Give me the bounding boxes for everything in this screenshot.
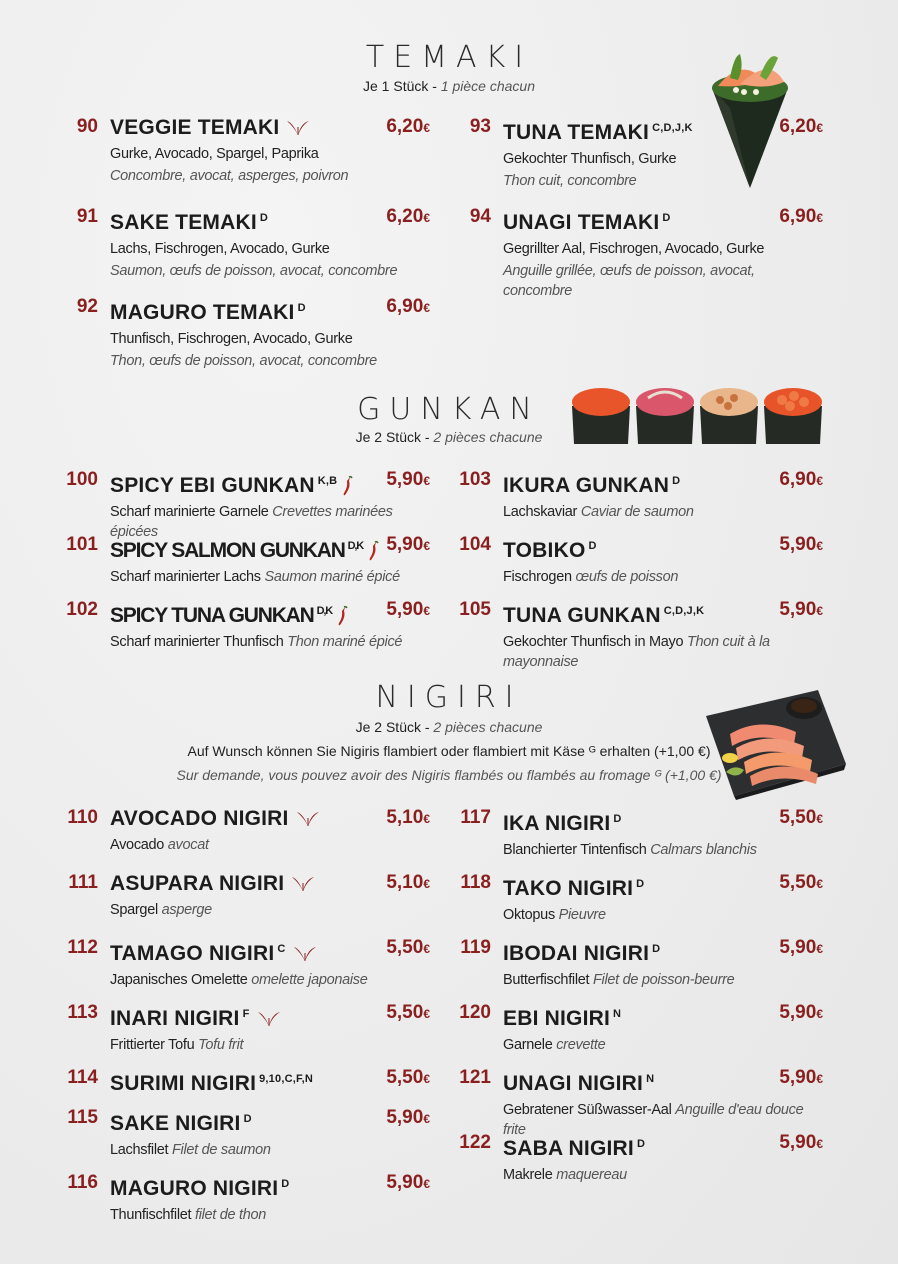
allergen-codes: D	[652, 943, 661, 955]
item-description-fr: Caviar de saumon	[580, 504, 694, 520]
price-value: 5,90	[779, 599, 817, 620]
item-description-de: Garnele	[503, 1037, 557, 1053]
currency-symbol: €	[423, 474, 430, 488]
item-name-text: TOBIKO	[503, 539, 586, 562]
price-value: 6,90	[779, 469, 817, 490]
price-value: 6,90	[779, 206, 817, 227]
price-value: 5,90	[386, 599, 424, 620]
item-description	[110, 970, 430, 990]
allergen-codes: D	[636, 878, 645, 890]
item-name	[110, 1107, 430, 1136]
item-description	[110, 1035, 430, 1055]
allergen-codes: F	[242, 1008, 250, 1020]
item-number: 120	[459, 1002, 491, 1023]
item-description-fr: crevette	[556, 1037, 606, 1053]
item-description-fr: Anguille grillée, œufs de poisson, avocat, concombre	[503, 263, 755, 299]
subtitle-de: Je 2 Stück -	[355, 719, 434, 735]
item-name-text: IKA NIGIRI	[503, 812, 611, 835]
chili-icon	[336, 605, 348, 627]
item-price	[386, 116, 430, 138]
item-price	[386, 807, 430, 829]
item-description-de: Thunfischfilet	[110, 1207, 195, 1223]
item-name-text: SABA NIGIRI	[503, 1137, 634, 1160]
item-price	[779, 1067, 823, 1089]
menu-item	[459, 1067, 823, 1140]
item-description-fr: Anguille d'eau douce frite	[503, 1102, 804, 1138]
allergen-codes: D	[613, 813, 622, 825]
item-description	[110, 1140, 430, 1160]
item-name-text: INARI NIGIRI	[110, 1007, 240, 1030]
subtitle-fr: 1 pièce chacun	[440, 78, 535, 94]
leaf-icon	[256, 1010, 282, 1028]
currency-symbol: €	[816, 121, 823, 135]
item-number: 118	[460, 872, 491, 893]
item-description-de: Thunfisch, Fischrogen, Avocado, Gurke	[110, 331, 353, 347]
item-description	[110, 900, 430, 920]
item-price	[779, 1002, 823, 1024]
price-value: 5,50	[779, 807, 817, 828]
item-description-fr: œufs de poisson	[575, 569, 679, 585]
item-name-text: EBI NIGIRI	[503, 1007, 611, 1030]
item-description-fr: Thon mariné épicé	[287, 634, 403, 650]
item-name-text: TUNA TEMAKI	[503, 121, 650, 144]
price-value: 5,90	[386, 1172, 424, 1193]
subtitle-fr: 2 pièces chacune	[433, 719, 543, 735]
item-description-de: Lachskaviar	[503, 504, 581, 520]
allergen-codes: C	[277, 943, 286, 955]
item-name-text: TAMAGO NIGIRI	[110, 942, 275, 965]
item-price	[779, 599, 823, 621]
item-name-text: SPICY SALMON GUNKAN	[110, 539, 345, 562]
price-value: 6,20	[779, 116, 817, 137]
leaf-icon	[295, 810, 321, 828]
allergen-codes: D	[672, 475, 681, 487]
item-description-de: Gurke, Avocado, Spargel, Paprika	[110, 146, 319, 162]
item-description	[503, 632, 823, 672]
item-description	[503, 502, 823, 522]
currency-symbol: €	[423, 301, 430, 315]
gunkan-piece-tuna	[636, 388, 694, 444]
item-price	[779, 937, 823, 959]
menu-item	[76, 116, 430, 186]
item-description	[503, 840, 823, 860]
item-description-fr: Saumon, œufs de poisson, avocat, concombre	[110, 263, 398, 279]
price-value: 5,50	[779, 872, 817, 893]
menu-item	[67, 807, 430, 855]
currency-symbol: €	[423, 1177, 430, 1191]
item-price	[386, 296, 430, 318]
currency-symbol: €	[423, 942, 430, 956]
price-value: 5,90	[779, 937, 817, 958]
item-name	[110, 1002, 430, 1031]
item-name	[110, 469, 430, 498]
item-description-de: Lachs, Fischrogen, Avocado, Gurke	[110, 241, 330, 257]
currency-symbol: €	[816, 474, 823, 488]
item-number: 114	[67, 1067, 98, 1088]
menu-item	[67, 1067, 430, 1096]
item-description-de: Butterfischfilet	[503, 972, 593, 988]
item-description	[503, 905, 823, 925]
item-description	[503, 1035, 823, 1055]
item-name-text: AVOCADO NIGIRI	[110, 807, 289, 830]
price-value: 6,20	[386, 116, 424, 137]
item-description-fr: Filet de saumon	[172, 1142, 271, 1158]
item-name	[110, 1067, 430, 1096]
item-price	[779, 1132, 823, 1154]
item-description-de: Fischrogen	[503, 569, 576, 585]
price-value: 5,90	[386, 1107, 424, 1128]
price-value: 5,90	[779, 1067, 817, 1088]
item-number: 117	[460, 807, 491, 828]
item-description-fr: Thon cuit, concombre	[503, 173, 637, 189]
menu-item	[459, 1002, 823, 1055]
item-description-fr: Saumon mariné épicé	[264, 569, 400, 585]
price-value: 5,90	[779, 1132, 817, 1153]
item-description-de: Oktopus	[503, 907, 559, 923]
item-description-de: Scharf marinierte Garnele	[110, 504, 273, 520]
item-number: 93	[469, 116, 491, 137]
currency-symbol: €	[423, 121, 430, 135]
item-price	[386, 1002, 430, 1024]
item-description-fr: Filet de poisson-beurre	[593, 972, 735, 988]
item-description-de: Makrele	[503, 1167, 557, 1183]
item-number: 104	[459, 534, 491, 555]
menu-item	[67, 937, 430, 990]
menu-item	[469, 206, 823, 301]
allergen-codes: D,K	[347, 540, 364, 552]
item-price	[386, 534, 430, 556]
price-value: 5,50	[386, 1002, 424, 1023]
item-description-de: Gegrillter Aal, Fischrogen, Avocado, Gurke	[503, 241, 765, 257]
item-description-fr: Pieuvre	[558, 907, 606, 923]
allergen-codes: C,D,J,K	[652, 122, 693, 134]
allergen-codes: N	[613, 1008, 622, 1020]
item-number: 100	[66, 469, 98, 490]
leaf-icon	[292, 945, 318, 963]
item-number: 113	[67, 1002, 98, 1023]
item-number: 122	[459, 1132, 491, 1153]
item-name-text: IBODAI NIGIRI	[503, 942, 650, 965]
item-description	[110, 835, 430, 855]
allergen-codes: D	[243, 1113, 252, 1125]
chili-icon	[367, 540, 379, 562]
currency-symbol: €	[423, 1072, 430, 1086]
item-description-de: Blanchierter Tintenfisch	[503, 842, 651, 858]
gunkan-piece-salmon	[700, 388, 758, 444]
price-value: 6,90	[386, 296, 424, 317]
item-price	[779, 469, 823, 491]
item-name	[110, 206, 430, 235]
allergen-codes: C,D,J,K	[663, 605, 705, 617]
item-name-text: MAGURO TEMAKI	[110, 301, 295, 324]
gunkan-piece-ikura	[764, 388, 822, 444]
menu-item	[459, 469, 823, 522]
item-price	[386, 206, 430, 228]
currency-symbol: €	[423, 1112, 430, 1126]
menu-item	[67, 1002, 430, 1055]
item-description-de: Avocado	[110, 837, 168, 853]
item-name-text: UNAGI NIGIRI	[503, 1072, 644, 1095]
item-name	[503, 872, 823, 901]
currency-symbol: €	[816, 1007, 823, 1021]
price-value: 5,90	[386, 534, 424, 555]
item-number: 110	[67, 807, 98, 828]
item-name	[503, 116, 823, 145]
item-description-fr: Tofu frit	[198, 1037, 244, 1053]
item-description	[110, 632, 430, 652]
item-description-de: Gekochter Thunfisch in Mayo	[503, 634, 687, 650]
item-price	[386, 599, 430, 621]
item-description-de: Scharf marinierter Thunfisch	[110, 634, 288, 650]
item-name	[110, 116, 430, 140]
item-description	[110, 567, 430, 587]
price-value: 5,50	[386, 937, 424, 958]
item-name-text: ASUPARA NIGIRI	[110, 872, 285, 895]
item-price	[386, 937, 430, 959]
item-price	[386, 1172, 430, 1194]
item-price	[386, 1107, 430, 1129]
allergen-codes: D	[636, 1138, 646, 1150]
currency-symbol: €	[816, 604, 823, 618]
item-name-text: VEGGIE TEMAKI	[110, 116, 280, 139]
item-name	[110, 534, 430, 563]
allergen-codes: D,K	[316, 605, 332, 617]
item-name-text: SAKE TEMAKI	[110, 211, 257, 234]
item-number: 103	[459, 469, 491, 490]
item-description-fr: maquereau	[556, 1167, 627, 1183]
item-description	[503, 970, 823, 990]
item-description-fr: omelette japonaise	[251, 972, 368, 988]
currency-symbol: €	[816, 812, 823, 826]
currency-symbol: €	[423, 877, 430, 891]
price-value: 5,10	[386, 872, 424, 893]
menu-item	[66, 599, 430, 652]
allergen-codes: D	[259, 212, 269, 224]
currency-symbol: €	[423, 211, 430, 225]
subtitle-de: Je 1 Stück -	[363, 78, 441, 94]
item-name	[503, 1132, 823, 1161]
item-number: 119	[460, 937, 491, 958]
menu-item	[68, 872, 430, 920]
item-number: 112	[67, 937, 98, 958]
currency-symbol: €	[423, 812, 430, 826]
item-name	[110, 937, 430, 966]
menu-item	[459, 599, 823, 672]
item-name	[110, 1172, 430, 1201]
flambe-note-fr: Sur demande, vous pouvez avoir des Nigiris flambés ou flambés au fromage ᴳ (+1,00 €)	[176, 767, 722, 783]
gunkan-illustration	[570, 378, 826, 448]
item-name	[110, 296, 430, 325]
price-value: 5,90	[386, 469, 424, 490]
subtitle-de: Je 2 Stück -	[355, 429, 434, 445]
item-name	[503, 599, 823, 628]
section-title-gunkan: GUNKAN	[357, 392, 541, 427]
allergen-codes: D	[297, 302, 306, 314]
currency-symbol: €	[816, 1072, 823, 1086]
menu-item	[76, 206, 430, 281]
item-name-text: UNAGI TEMAKI	[503, 211, 660, 234]
item-description-fr: Crevettes marinées épicées	[110, 504, 393, 540]
item-number: 115	[67, 1107, 98, 1128]
item-description-fr: Thon, œufs de poisson, avocat, concombre	[110, 353, 377, 369]
item-number: 94	[469, 206, 491, 227]
leaf-icon	[290, 875, 316, 893]
item-name-text: MAGURO NIGIRI	[110, 1177, 279, 1200]
item-price	[779, 116, 823, 138]
item-number: 102	[66, 599, 98, 620]
item-description	[503, 567, 823, 587]
item-price	[779, 534, 823, 556]
allergen-codes: D	[588, 540, 597, 552]
menu-item	[460, 937, 823, 990]
currency-symbol: €	[423, 604, 430, 618]
gunkan-piece-tobiko	[572, 388, 630, 444]
currency-symbol: €	[816, 539, 823, 553]
item-name	[503, 1067, 823, 1096]
allergen-codes: K,B	[317, 475, 338, 487]
currency-symbol: €	[423, 1007, 430, 1021]
menu-item	[76, 296, 430, 371]
item-description-fr: Concombre, avocat, asperges, poivron	[110, 168, 349, 184]
menu-item	[66, 534, 430, 587]
item-price	[386, 872, 430, 894]
item-description-de: Lachsfilet	[110, 1142, 172, 1158]
item-price	[386, 1067, 430, 1089]
item-name	[110, 872, 430, 896]
currency-symbol: €	[816, 877, 823, 891]
nigiri-illustration	[700, 672, 850, 802]
leaf-icon	[285, 119, 311, 137]
item-name-text: IKURA GUNKAN	[503, 474, 670, 497]
item-description-fr: Calmars blanchis	[650, 842, 757, 858]
currency-symbol: €	[816, 1137, 823, 1151]
menu-item	[469, 116, 823, 191]
allergen-codes: 9,10,C,F,N	[259, 1073, 314, 1085]
item-description-de: Japanisches Omelette	[110, 972, 252, 988]
price-value: 5,90	[779, 534, 817, 555]
subtitle-fr: 2 pièces chacune	[433, 429, 543, 445]
item-price	[779, 206, 823, 228]
menu-item	[67, 1172, 430, 1225]
item-number: 116	[67, 1172, 98, 1193]
price-value: 5,50	[386, 1067, 424, 1088]
item-description-de: Frittierter Tofu	[110, 1037, 199, 1053]
currency-symbol: €	[816, 942, 823, 956]
flambe-note-de: Auf Wunsch können Sie Nigiris flambiert oder flambiert mit Käse ᴳ erhalten (+1,00 €)	[187, 743, 711, 759]
item-name	[110, 599, 430, 628]
item-number: 101	[66, 534, 98, 555]
menu-item	[67, 1107, 430, 1160]
menu-item	[459, 1132, 823, 1185]
allergen-codes: D	[662, 212, 671, 224]
section-title-temaki: TEMAKI	[365, 40, 533, 75]
item-name-text: SAKE NIGIRI	[110, 1112, 241, 1135]
item-number: 105	[459, 599, 491, 620]
item-description	[503, 1165, 823, 1185]
menu-item	[460, 872, 823, 925]
section-title-nigiri: NIGIRI	[375, 680, 523, 715]
chili-icon	[341, 475, 353, 497]
item-price	[779, 807, 823, 829]
item-number: 91	[76, 206, 98, 227]
item-price	[386, 469, 430, 491]
item-description-de: Spargel	[110, 902, 162, 918]
item-number: 92	[76, 296, 98, 317]
allergen-codes: D	[281, 1178, 290, 1190]
item-name	[503, 807, 823, 836]
currency-symbol: €	[816, 211, 823, 225]
item-description	[110, 1205, 430, 1225]
item-name-text: TAKO NIGIRI	[503, 877, 634, 900]
item-name	[503, 206, 823, 235]
item-description-fr: filet de thon	[194, 1207, 267, 1223]
item-description-fr: Thon cuit à la mayonnaise	[503, 634, 770, 670]
item-name-text: SPICY TUNA GUNKAN	[110, 604, 314, 627]
item-number: 90	[76, 116, 98, 137]
item-name	[503, 937, 823, 966]
item-number: 121	[459, 1067, 491, 1088]
item-name	[503, 534, 823, 563]
menu-item	[460, 807, 823, 860]
price-value: 5,10	[386, 807, 424, 828]
item-description-fr: asperge	[161, 902, 212, 918]
item-price	[779, 872, 823, 894]
item-number: 111	[68, 872, 98, 893]
allergen-codes: N	[646, 1073, 655, 1085]
currency-symbol: €	[423, 539, 430, 553]
menu-item	[66, 469, 430, 542]
item-description-de: Gekochter Thunfisch, Gurke	[503, 151, 677, 167]
item-name-text: SURIMI NIGIRI	[110, 1072, 257, 1095]
item-name	[110, 807, 430, 831]
item-name	[503, 1002, 823, 1031]
item-description-de: Gebratener Süßwasser-Aal	[503, 1102, 676, 1118]
item-description-fr: avocat	[167, 837, 209, 853]
price-value: 5,90	[779, 1002, 817, 1023]
item-description-de: Scharf marinierter Lachs	[110, 569, 265, 585]
item-name-text: TUNA GUNKAN	[503, 604, 661, 627]
price-value: 6,20	[386, 206, 424, 227]
item-name	[503, 469, 823, 498]
item-name-text: SPICY EBI GUNKAN	[110, 474, 315, 497]
menu-item	[459, 534, 823, 587]
